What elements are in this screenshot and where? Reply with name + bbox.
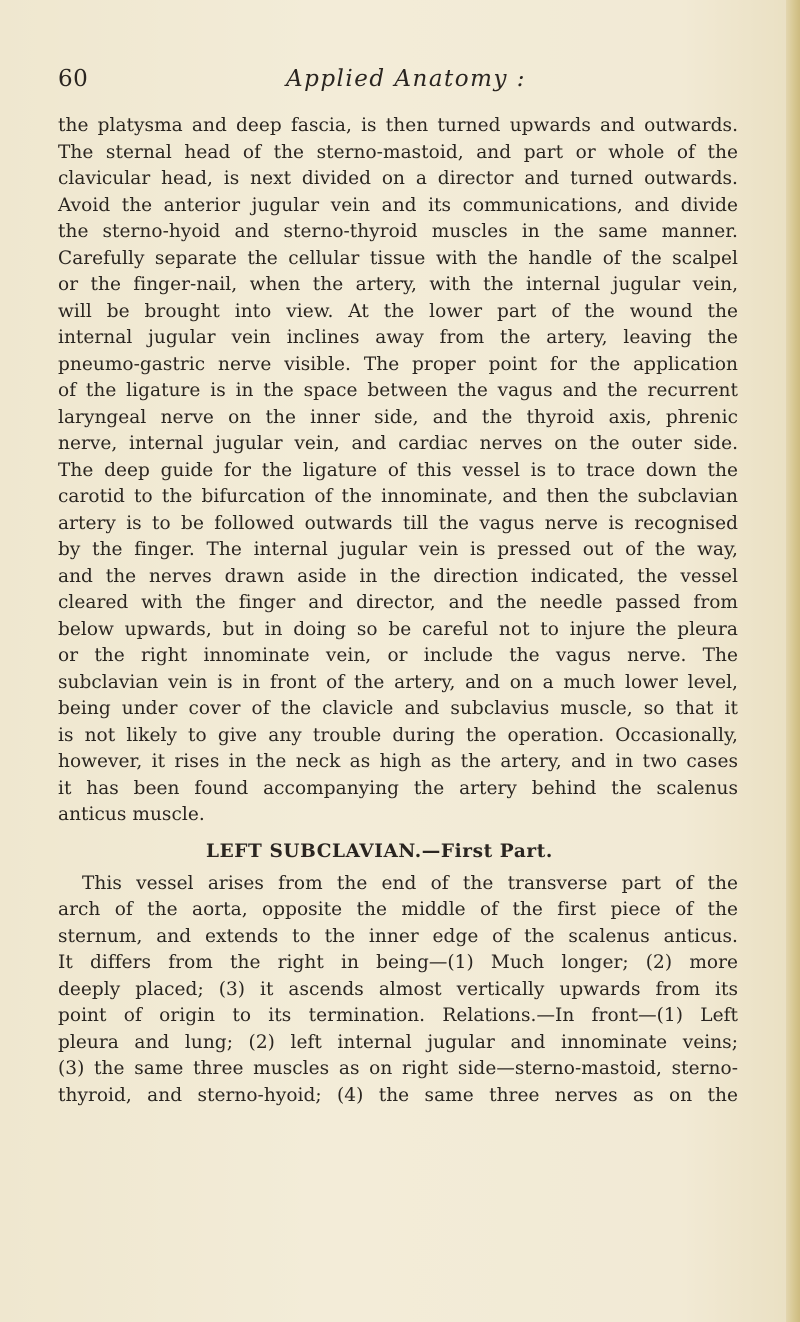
text-line: internal jugular vein inclines away from the artery, leaving the	[58, 327, 738, 348]
body-text	[58, 113, 738, 1109]
text-line: and the nerves drawn aside in the direction indicated, the vessel	[58, 565, 738, 587]
text-line: the sterno-hyoid and sterno-thyroid muscles in the same manner.	[58, 221, 738, 242]
text-line: anticus muscle.	[58, 804, 205, 825]
text-line: arch of the aorta, opposite the middle of the first piece of the	[58, 899, 738, 920]
text-line: This vessel arises from the end of the transverse part of the	[82, 872, 738, 894]
text-line: subclavian vein is in front of the artery, and on a much lower level,	[58, 671, 738, 693]
text-line: however, it rises in the neck as high as the artery, and in two cases	[58, 751, 738, 772]
text-line: pneumo-gastric nerve visible. The proper point for the application	[58, 353, 738, 375]
text-line: of the ligature is in the space between the vagus and the recurrent	[58, 380, 738, 401]
page-number: 60	[58, 66, 89, 92]
text-line: by the finger. The internal jugular vein is pressed out of the way,	[58, 539, 738, 560]
text-line: the platysma and deep fascia, is then turned upwards and outwards.	[58, 115, 738, 136]
text-line: point of origin to its termination. Relations.—In front—(1) Left	[58, 1005, 738, 1026]
text-line: carotid to the bifurcation of the innominate, and then the subclavian	[58, 486, 738, 507]
section-heading: LEFT SUBCLAVIAN.—First Part.	[206, 840, 553, 862]
page-header	[58, 66, 758, 106]
text-line: thyroid, and sterno-hyoid; (4) the same three nerves as on the	[58, 1084, 738, 1106]
text-line: or the right innominate vein, or include the vagus nerve. The	[58, 645, 738, 666]
text-line: being under cover of the clavicle and subclavius muscle, so that it	[58, 698, 738, 719]
text-line: artery is to be followed outwards till the vagus nerve is recognised	[58, 512, 738, 534]
text-line: Carefully separate the cellular tissue with the handle of the scalpel	[58, 247, 738, 269]
text-line: (3) the same three muscles as on right side—sterno-mastoid, sterno-	[58, 1058, 738, 1079]
text-line: clavicular head, is next divided on a director and turned outwards.	[58, 168, 738, 189]
text-line: sternum, and extends to the inner edge of the scalenus anticus.	[58, 925, 738, 947]
text-line: The sternal head of the sterno-mastoid, and part or whole of the	[58, 141, 738, 163]
text-line: is not likely to give any trouble during the operation. Occasionally,	[58, 724, 738, 746]
text-line: it has been found accompanying the artery behind the scalenus	[58, 777, 738, 799]
running-head: Applied Anatomy :	[286, 66, 527, 92]
text-line: below upwards, but in doing so be careful not to injure the pleura	[58, 618, 738, 640]
paragraph-2	[58, 871, 738, 1110]
text-line: pleura and lung; (2) left internal jugular and innominate veins;	[58, 1031, 738, 1053]
text-line: laryngeal nerve on the inner side, and the thyroid axis, phrenic	[58, 406, 738, 428]
text-line: will be brought into view. At the lower part of the wound the	[58, 300, 738, 322]
page-edge	[786, 0, 800, 1322]
text-line: nerve, internal jugular vein, and cardiac nerves on the outer side.	[58, 433, 738, 454]
text-line: deeply placed; (3) it ascends almost vertically upwards from its	[58, 978, 738, 1000]
paragraph-1	[58, 113, 738, 829]
text-line: It differs from the right in being—(1) Much longer; (2) more	[58, 952, 738, 973]
text-line: Avoid the anterior jugular vein and its communications, and divide	[58, 194, 738, 216]
text-line: cleared with the finger and director, and the needle passed from	[58, 592, 738, 613]
text-line: The deep guide for the ligature of this vessel is to trace down the	[58, 459, 738, 481]
text-line: or the finger-nail, when the artery, with the internal jugular vein,	[58, 274, 738, 295]
